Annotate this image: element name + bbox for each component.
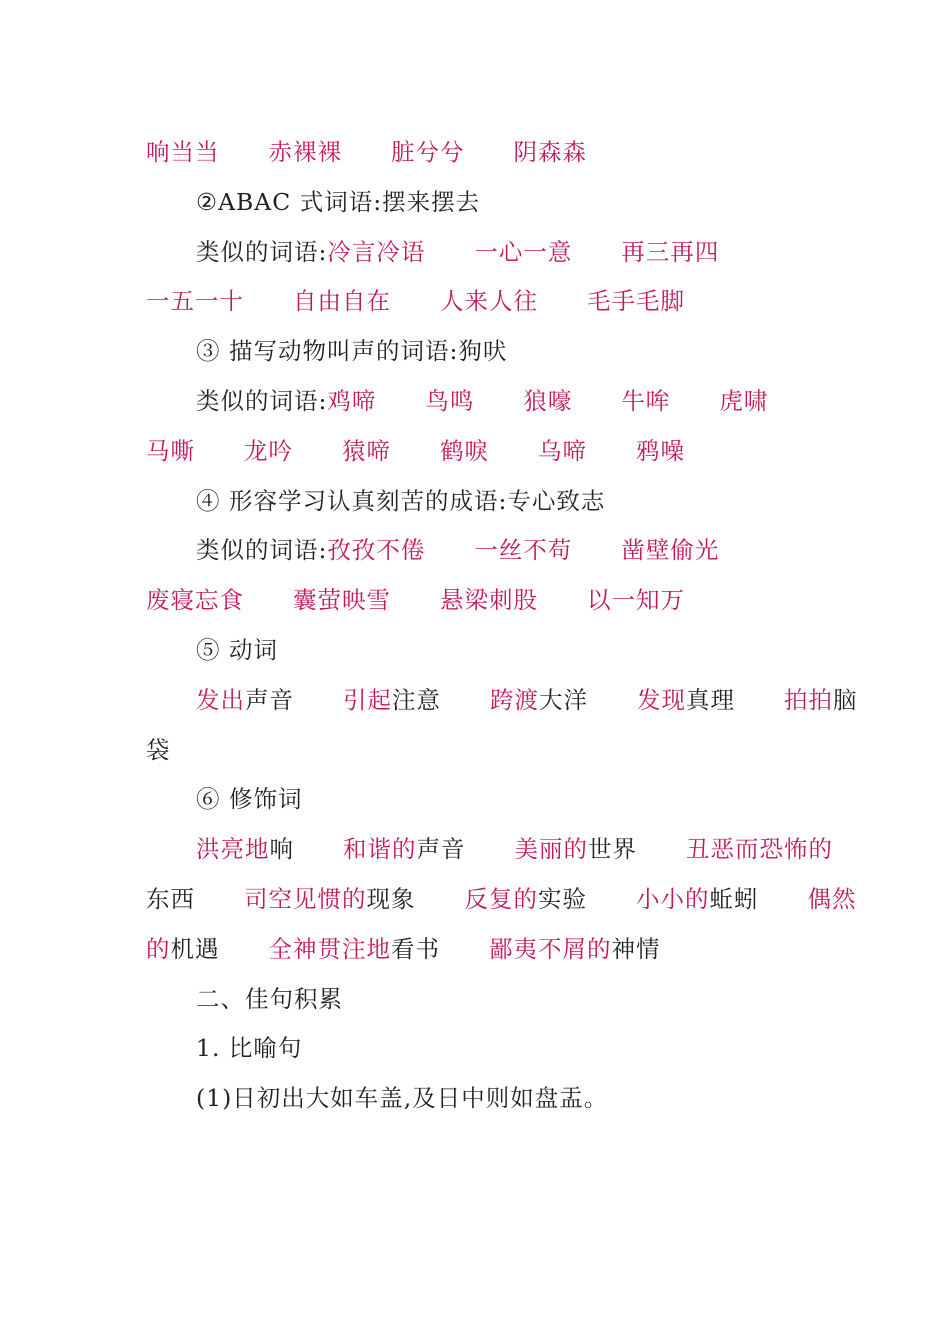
text-line [196, 232, 820, 272]
text-line [146, 132, 820, 172]
text-line [146, 730, 820, 770]
highlighted-text: 废寝忘食 囊萤映雪 悬梁刺股 以一知万 [146, 586, 685, 615]
plain-text: 1. 比喻句 [196, 1034, 303, 1063]
text-line [196, 1078, 820, 1118]
highlighted-text: 丑恶而恐怖的 [686, 835, 833, 864]
plain-text: ④ 形容学习认真刻苦的成语:专心致志 [196, 486, 606, 515]
text-line [196, 530, 820, 570]
text-line [196, 829, 833, 869]
text-line [196, 979, 820, 1019]
highlighted-text: 鸡啼 鸟鸣 狼嚎 牛哞 虎啸 [327, 387, 769, 415]
plain-text: 类似的词语: [196, 237, 328, 266]
plain-text: 袋 [146, 735, 171, 764]
highlighted-text: 冷言冷语 一心一意 再三再四 [327, 237, 720, 266]
highlighted-text: 偶然 [807, 885, 857, 913]
highlighted-text: 洪亮地 [196, 835, 270, 864]
highlighted-text: 和谐的 [343, 835, 417, 864]
text-line [146, 580, 820, 620]
plain-text: 声音 [416, 835, 515, 864]
highlighted-text: 马嘶 龙吟 猿啼 鹤唳 乌啼 鸦噪 [146, 436, 685, 465]
plain-text: (1)日初出大如车盖,及日中则如盘盂。 [196, 1084, 609, 1113]
highlighted-text: 的 [146, 934, 171, 963]
plain-text: ②ABAC 式词语:摆来摆去 [196, 187, 481, 216]
text-line [196, 481, 820, 521]
highlighted-text: 美丽的 [514, 835, 588, 864]
plain-text: 大洋 [539, 685, 637, 714]
plain-text: ⑥ 修饰词 [196, 785, 303, 814]
plain-text: 类似的词语: [196, 536, 328, 565]
highlighted-text: 发出 [196, 685, 245, 714]
plain-text: ③ 描写动物叫声的词语:狗吠 [196, 337, 508, 366]
highlighted-text: 司空见惯的 [244, 885, 367, 913]
plain-text: 蚯蚓 [709, 885, 808, 913]
text-line [196, 630, 820, 670]
highlighted-text: 响当当 赤裸裸 脏兮兮 阴森森 [146, 138, 587, 166]
text-line [196, 779, 820, 819]
plain-text: 声音 [245, 685, 343, 714]
text-line [146, 879, 857, 919]
highlighted-text: 小小的 [636, 885, 710, 913]
plain-text: ⑤ 动词 [196, 636, 278, 664]
highlighted-text: 鄙夷不屑的 [489, 934, 612, 963]
text-line [196, 680, 858, 720]
highlighted-text: 发现 [637, 685, 686, 714]
text-line [196, 1028, 820, 1068]
plain-text: 响 [269, 835, 343, 864]
plain-text: 注意 [392, 685, 490, 714]
highlighted-text: 一五一十 自由自在 人来人往 毛手毛脚 [146, 287, 685, 316]
plain-text: 二、佳句积累 [196, 984, 343, 1013]
plain-text: 世界 [588, 835, 686, 864]
plain-text: 看书 [391, 934, 489, 963]
highlighted-text: 拍拍 [784, 685, 833, 714]
text-line [196, 381, 820, 421]
highlighted-text: 全神贯注地 [268, 934, 391, 963]
text-line [196, 182, 820, 222]
plain-text: 脑 [833, 685, 858, 714]
plain-text: 现象 [366, 885, 465, 913]
plain-text: 机遇 [170, 934, 269, 963]
text-line [146, 431, 820, 471]
text-line [196, 331, 820, 371]
plain-text: 神情 [611, 934, 661, 963]
highlighted-text: 引起 [343, 685, 392, 714]
plain-text: 实验 [538, 885, 636, 913]
text-line [146, 281, 820, 321]
plain-text: 东西 [146, 885, 244, 913]
plain-text: 真理 [686, 685, 784, 714]
plain-text: 类似的词语: [196, 387, 328, 415]
highlighted-text: 反复的 [464, 885, 538, 913]
text-line [146, 929, 820, 969]
highlighted-text: 孜孜不倦 一丝不苟 凿壁偷光 [327, 536, 720, 565]
highlighted-text: 跨渡 [490, 685, 539, 714]
